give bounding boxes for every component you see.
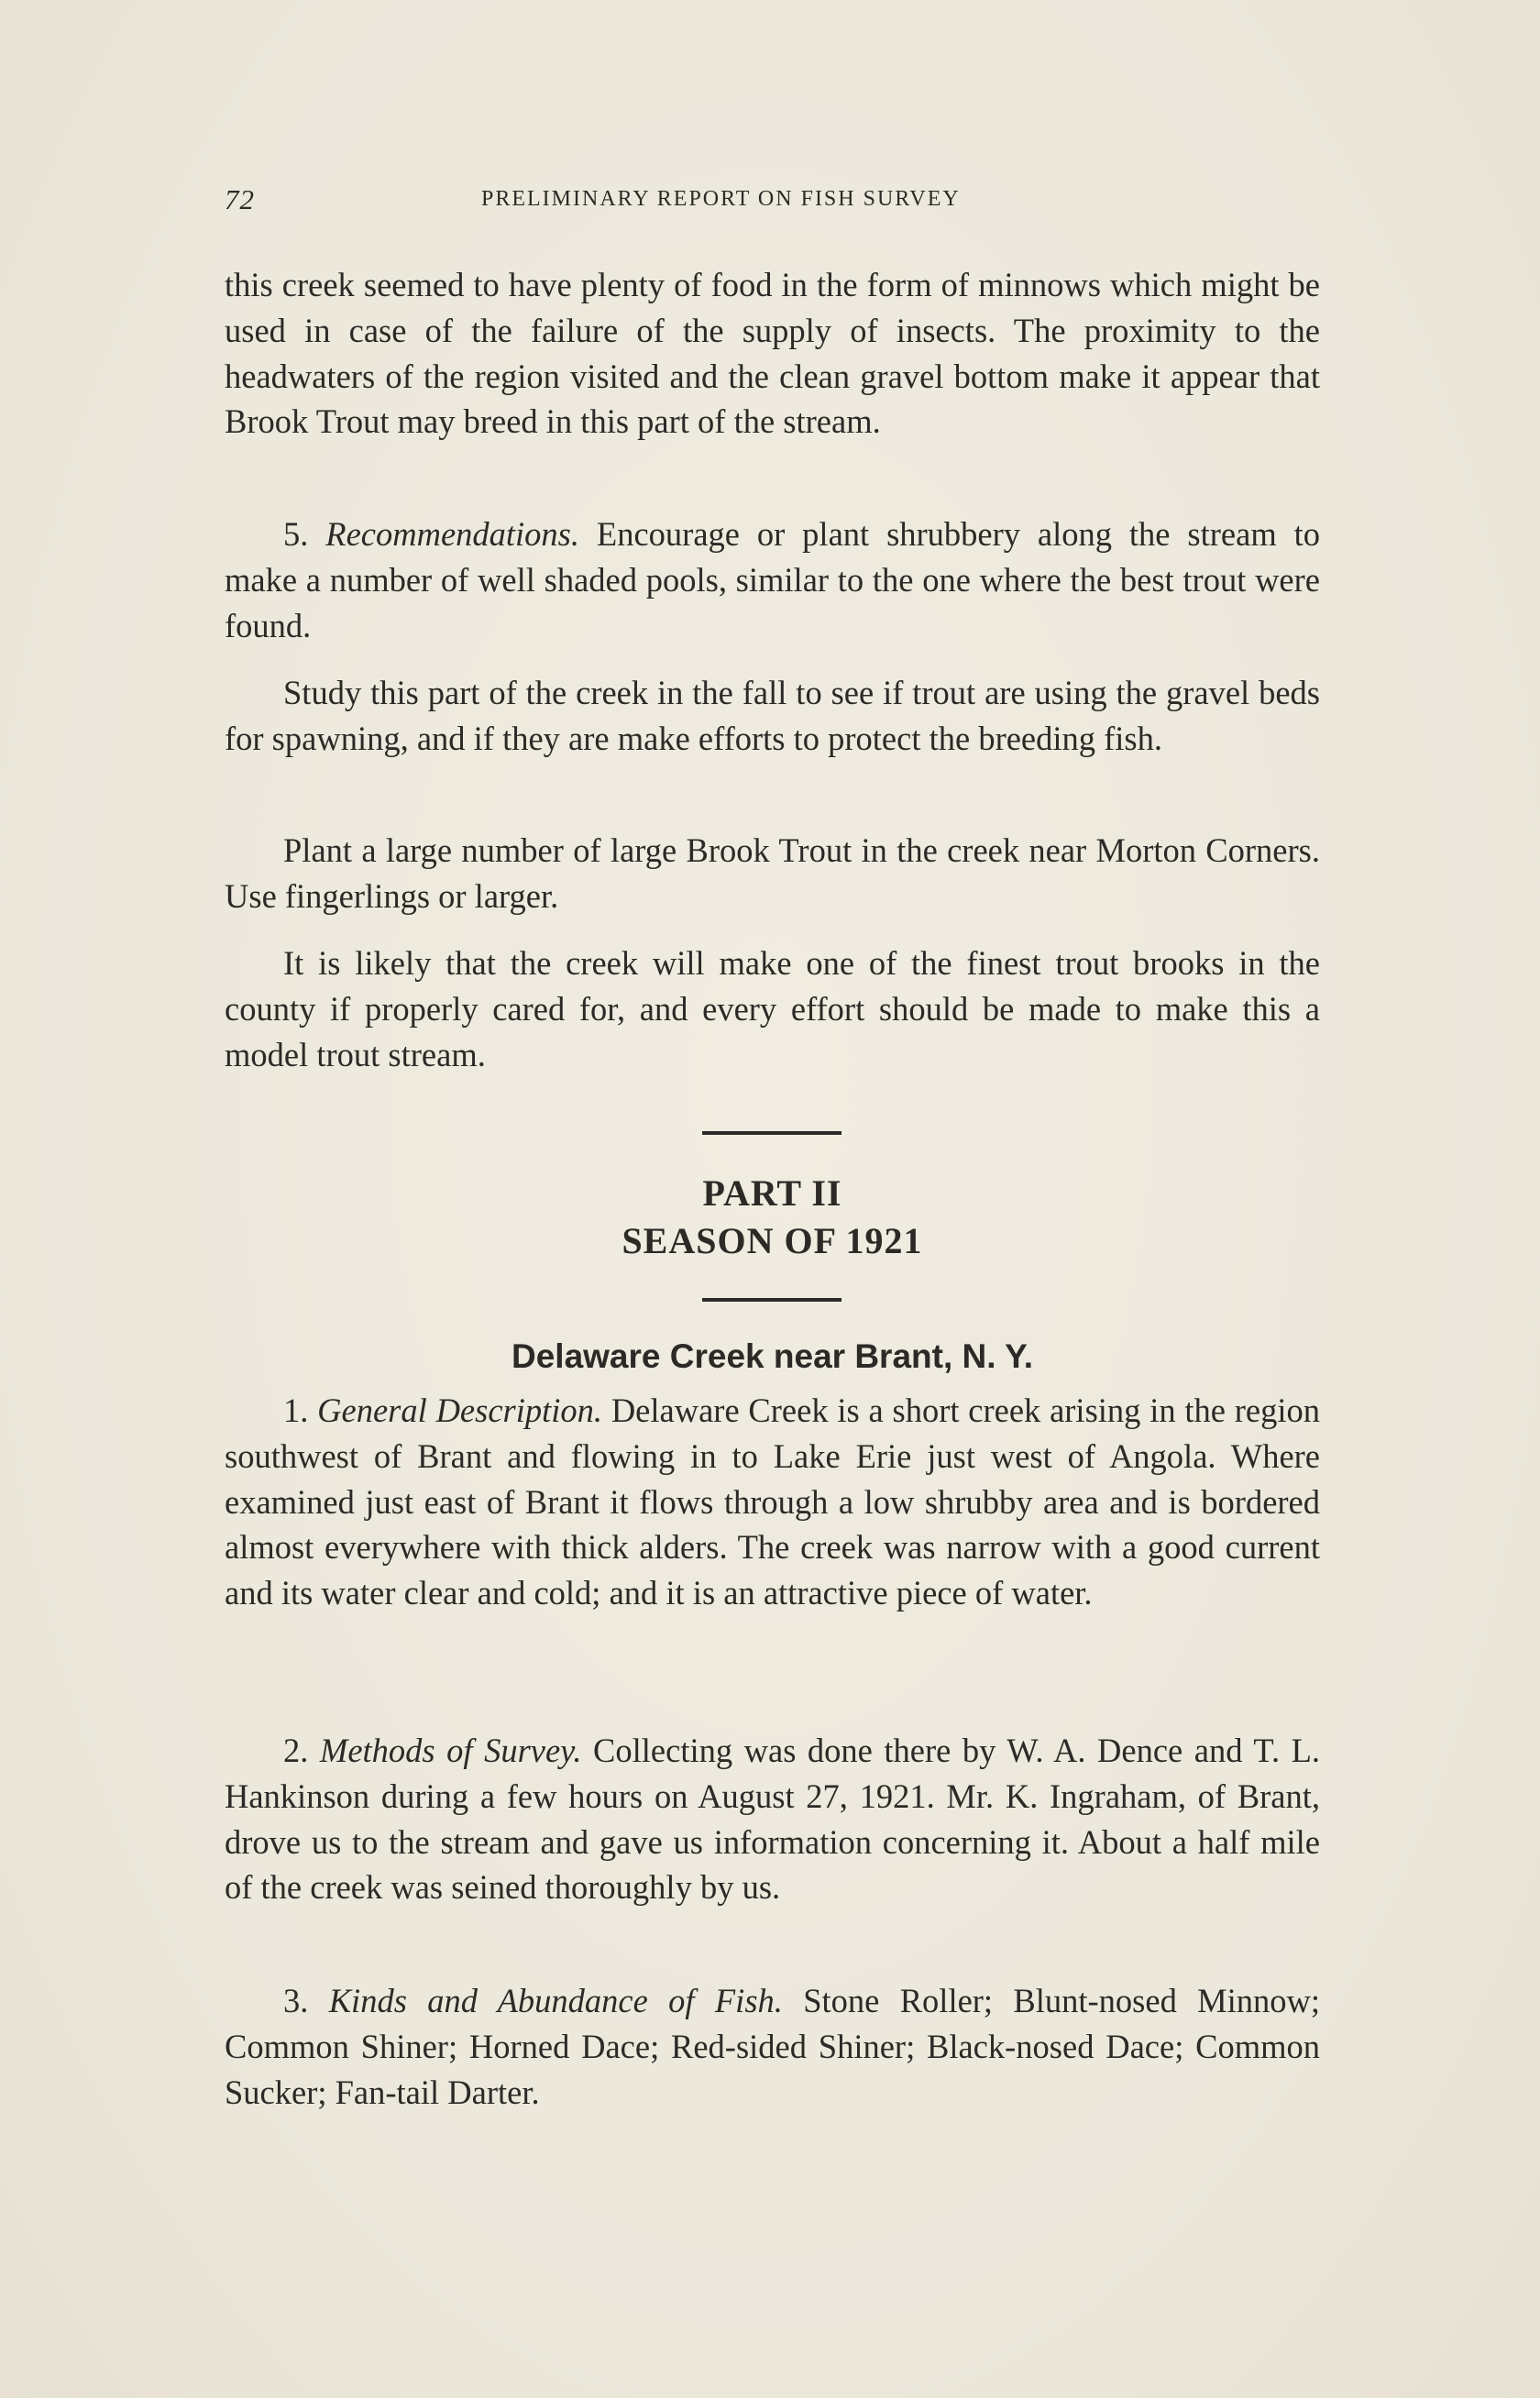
recommendations-number: 5. (283, 515, 309, 553)
divider-rule-top (702, 1131, 842, 1135)
model-stream-block (225, 940, 1320, 1077)
recommendations-block (225, 512, 1320, 648)
fish-kinds-block (225, 1978, 1320, 2115)
model-stream-paragraph: It is likely that the creek will make one of the finest trout brooks in the county if properly cared for, and every effort should be made to make this a model trout stream. (225, 944, 1320, 1073)
plant-trout-block (225, 828, 1320, 919)
recommendations-text: Encourage or plant shrubbery along the stream to make a number of well shaded pools, similar to the one where the best trout were found. (225, 515, 1320, 644)
part-number: PART II (702, 1172, 842, 1214)
recommendations-title: Recommendations. (325, 515, 580, 553)
item-number: 3. (283, 1982, 309, 2019)
item-title: General Description. (317, 1392, 603, 1429)
methods-paragraph (225, 1728, 1320, 1910)
continuation-paragraph: this creek seemed to have plenty of food in the form of minnows which might be used in case of the failure of the supply of insects. The proximity to the headwaters of the region visited and the clean gravel bottom make it appear that Brook Trout may breed in this part of the stream. (225, 266, 1320, 441)
item-number: 1. (283, 1392, 309, 1429)
page-number: 72 (225, 183, 255, 215)
recommendations-paragraph (225, 512, 1320, 648)
general-description-block (225, 1388, 1320, 1616)
item-title: Kinds and Abundance of Fish. (328, 1982, 783, 2019)
divider-rule-bottom (702, 1298, 842, 1302)
plant-trout-paragraph: Plant a large number of large Brook Trout in the creek near Morton Corners. Use fingerlings or larger. (225, 831, 1320, 915)
part-season: SEASON OF 1921 (622, 1220, 923, 1261)
running-header (225, 183, 1325, 220)
fish-kinds-paragraph (225, 1978, 1320, 2115)
methods-block (225, 1728, 1320, 1910)
item-text: Stone Roller; Blunt-nosed Minnow; Common Shiner; Horned Dace; Red-sided Shiner; Black-nosed Dace; Common Sucker; Fan-tail Darter. (225, 1982, 1321, 2111)
running-title: PRELIMINARY REPORT ON FISH SURVEY (481, 187, 961, 211)
general-description-paragraph (225, 1388, 1320, 1616)
item-text: Delaware Creek is a short creek arising in the region southwest of Brant and flowing in to Lake Erie just west of Angola. Where examined just east of Brant it flows through a low shrubby area and is bordered almost everywhere with thick alders. The creek was narrow with a good current and its water clear and cold; and it is an attractive piece of water. (225, 1392, 1321, 1612)
spawning-study-block (225, 670, 1320, 762)
part-heading (225, 1170, 1320, 1265)
continuation-block (225, 262, 1320, 445)
item-text: Collecting was done there by W. A. Dence and T. L. Hankinson during a few hours on August 27, 1921. Mr. K. Ingraham, of Brant, drove us to the stream and gave us information concerning it. About a half mile of the creek was seined thoroughly by us. (225, 1732, 1321, 1907)
item-number: 2. (283, 1732, 309, 1769)
section-title: Delaware Creek near Brant, N. Y. (512, 1337, 1033, 1375)
item-title: Methods of Survey. (319, 1732, 582, 1769)
spawning-study-paragraph: Study this part of the creek in the fall to see if trout are using the gravel beds for spawning, and if they are make efforts to protect the breeding fish. (225, 674, 1320, 757)
